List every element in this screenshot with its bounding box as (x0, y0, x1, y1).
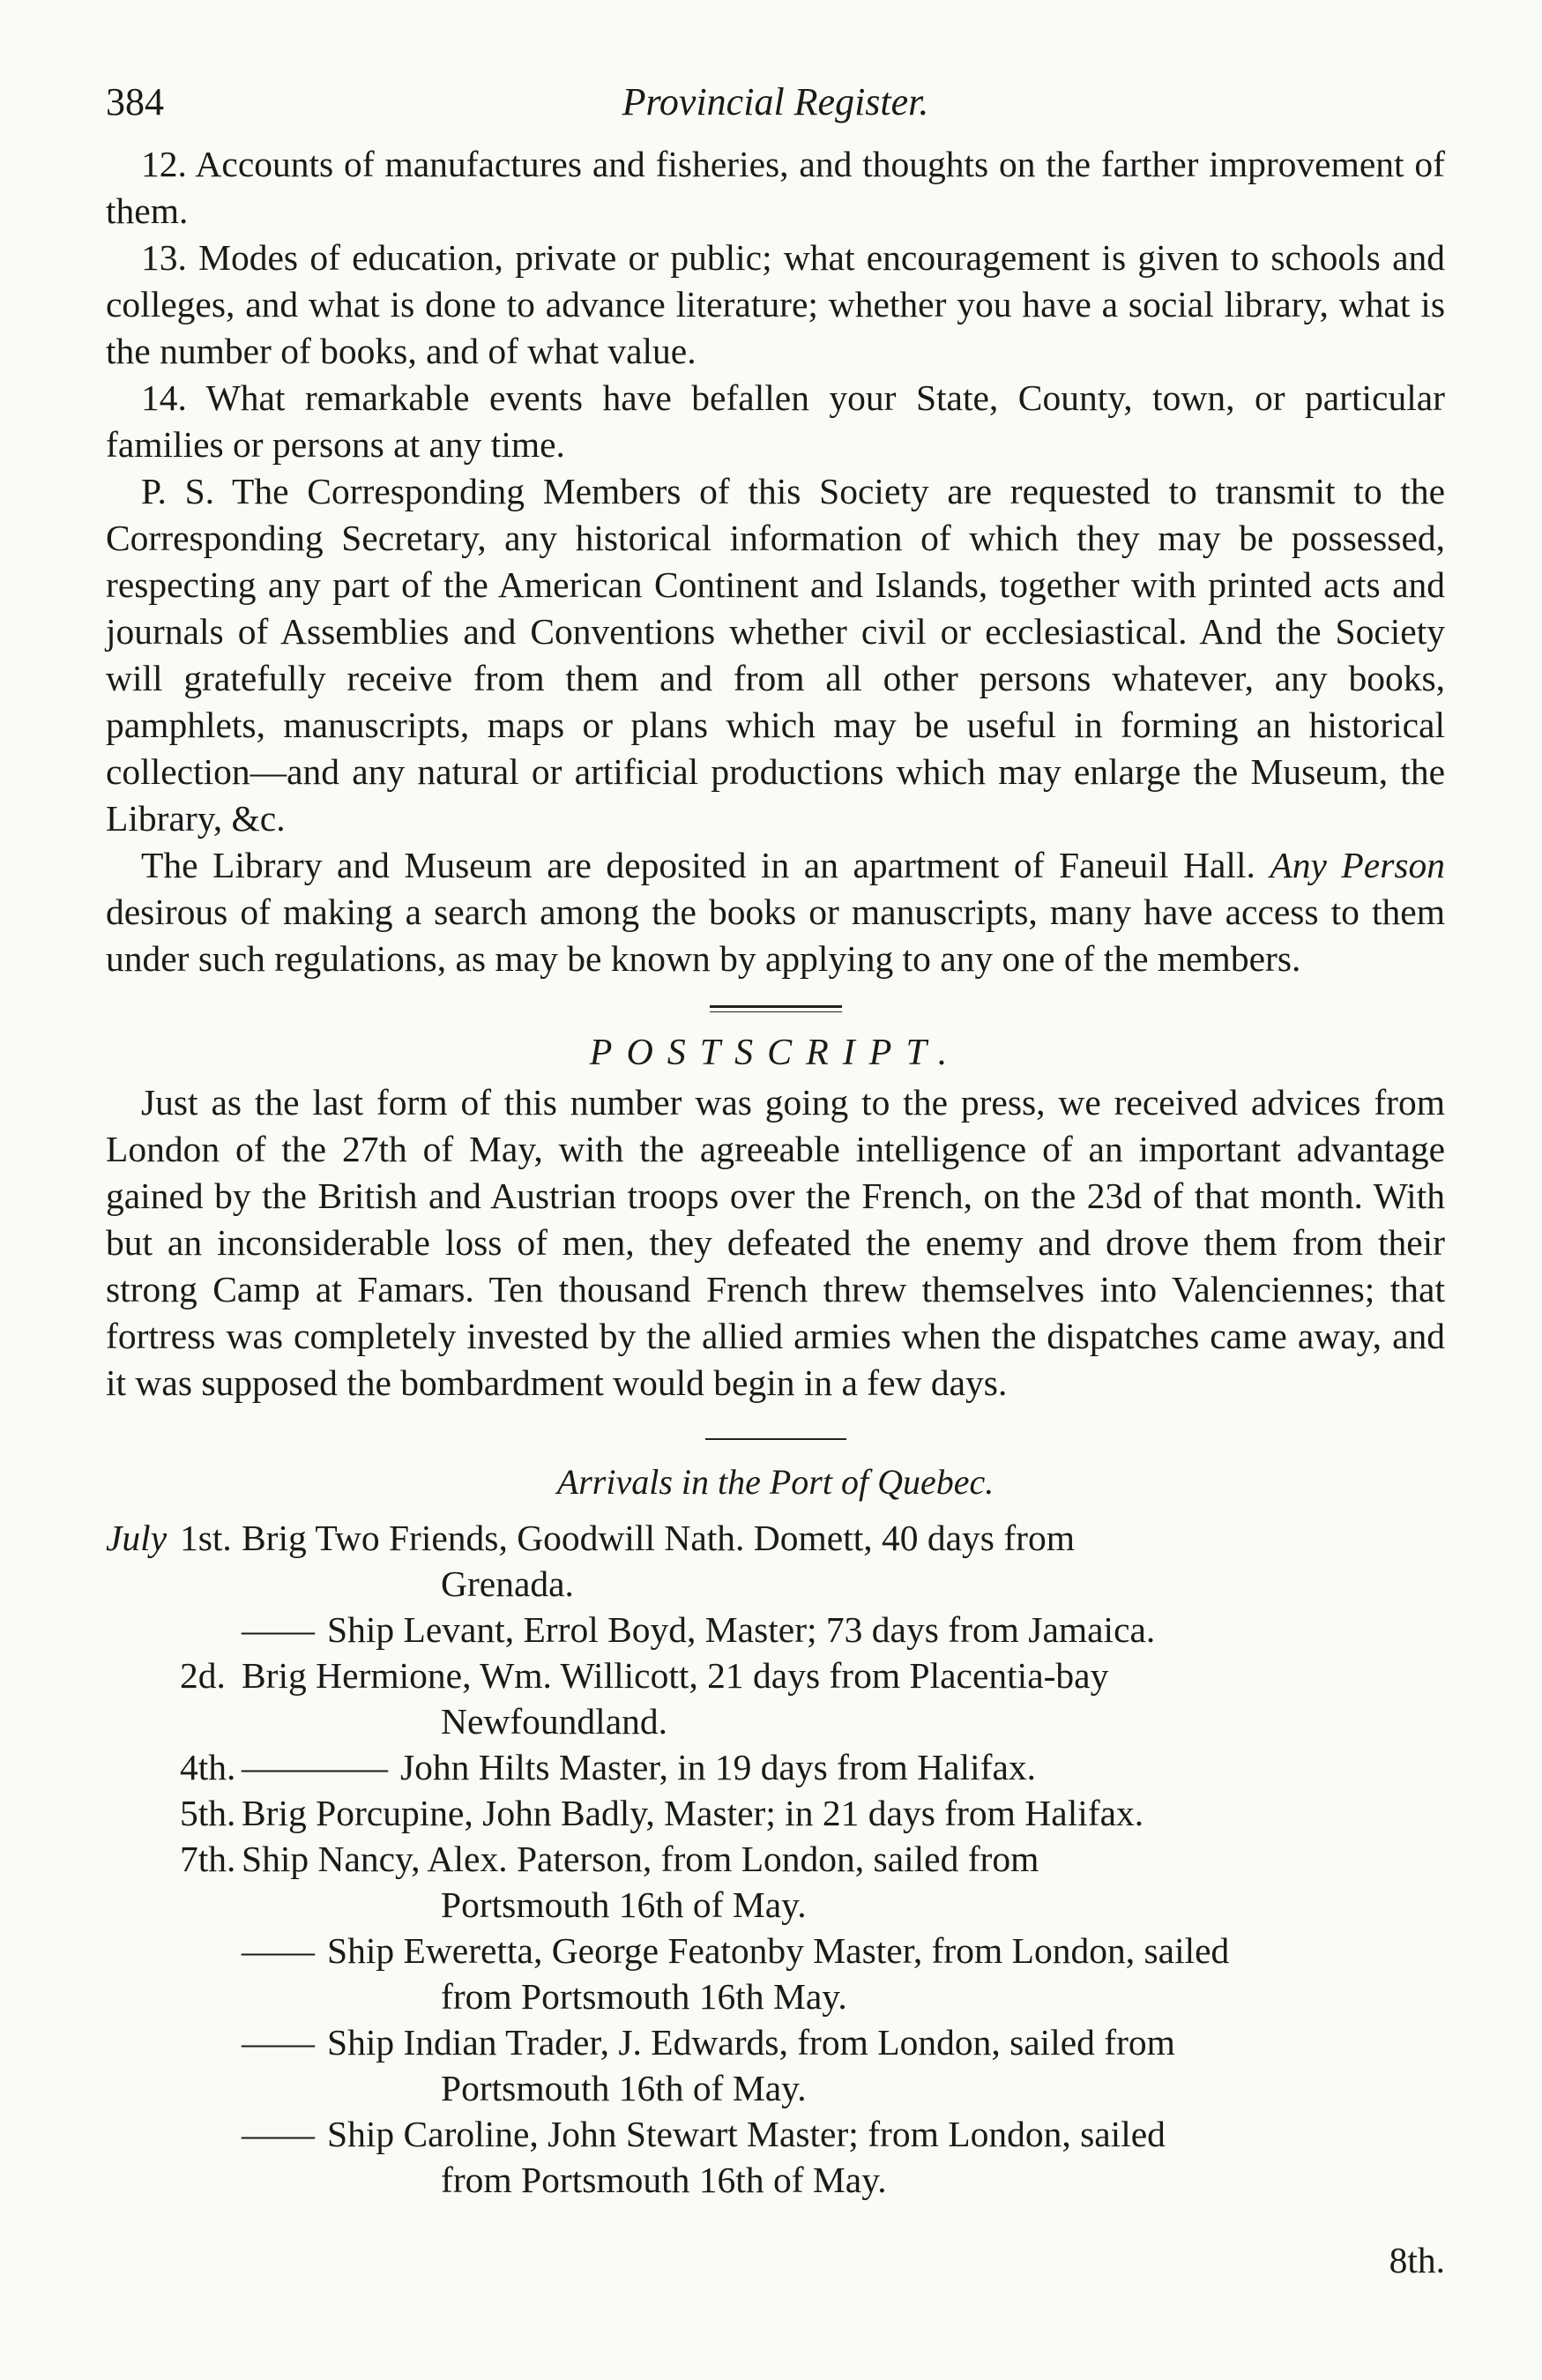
arrivals-divider (705, 1438, 846, 1440)
running-title: Provincial Register. (622, 80, 929, 123)
arrival-row (106, 1790, 1445, 1836)
arrival-row (106, 2111, 1445, 2157)
arrival-date: 7th. (180, 1839, 236, 1879)
ps-paragraph: P. S. The Corresponding Members of this Society are requested to transmit to the Corresponding Secretary, any historical information of which they may be possessed, respecting any part of the American Continent and Islands, together with printed acts and journals of Assemblies and Conventions whether civil or ecclesiastical. And the Society will gratefully receive from them and from all other persons whatever, any books, pamphlets, manuscripts, maps or plans which may be useful in forming an historical collection—and any natural or artificial productions which may enlarge the Museum, the Library, &c. (106, 471, 1445, 839)
page-number: 384 (106, 80, 164, 123)
arrival-text: Ship Indian Trader, J. Edwards, from London, sailed from (327, 2022, 1175, 2063)
postscript-text: Just as the last form of this number was going to the press, we received advices from London of the 27th of May, with the agreeable intelligence of an important advantage gained by the British and Austrian troops over the French, on the 23d of that month. With but an inconsiderable loss of men, they defeated the enemy and drove them from their strong Camp at Famars. Ten thousand French threw themselves into Valenciennes; that fortress was completely invested by the allied armies when the dispatches came away, and it was supposed the bombardment would begin in a few days. (106, 1082, 1445, 1403)
arrival-continuation: Newfoundland. (441, 1701, 668, 1742)
arrival-text: Ship Ewerettа, George Featonby Master, from London, sailed (327, 1930, 1230, 1971)
arrivals-heading: Arrivals in the Port of Quebec. (556, 1462, 994, 1502)
arrival-dash: —— (242, 1930, 315, 1971)
arrival-date: 4th. (180, 1747, 236, 1787)
query-item-12: 12. Accounts of manufactures and fisheries, and thoughts on the farther improvement of them. (106, 144, 1445, 231)
arrival-date: 2d. (180, 1655, 226, 1696)
arrival-continuation: from Portsmouth 16th May. (441, 1976, 847, 2017)
arrival-continuation: Grenada. (441, 1563, 574, 1604)
arrival-continuation: Portsmouth 16th of May. (441, 2068, 807, 2108)
arrival-row (106, 1928, 1445, 1973)
arrival-continuation: from Portsmouth 16th of May. (441, 2160, 887, 2200)
arrival-date: 1st. (180, 1518, 232, 1558)
catchword: 8th. (1389, 2240, 1445, 2280)
arrival-text: Ship Nancy, Alex. Paterson, from London, sailed from (242, 1839, 1039, 1879)
running-head (106, 79, 1445, 141)
arrival-dash: ———— (242, 1747, 388, 1787)
arrivals-list (106, 1515, 1445, 2203)
arrival-dash: —— (242, 2114, 315, 2154)
arrival-text: John Hilts Master, in 19 days from Halifax. (400, 1747, 1037, 1787)
arrival-continuation: Portsmouth 16th of May. (441, 1884, 807, 1925)
arrival-text: Ship Caroline, John Stewart Master; from London, sailed (327, 2114, 1166, 2154)
arrival-row (106, 1607, 1445, 1653)
arrival-row (106, 1744, 1445, 1790)
arrival-text: Ship Levant, Errol Boyd, Master; 73 days from Jamaica. (327, 1609, 1156, 1650)
library-rest: desirous of making a search among the books or manuscripts, many have access to them under such regulations, as may be known by applying to any one of the members. (106, 892, 1445, 979)
arrival-row (106, 1653, 1445, 1698)
arrival-text: Brig Two Friends, Goodwill Nath. Domett, 40 days from (242, 1518, 1075, 1558)
postscript-heading: POSTSCRIPT. (589, 1033, 962, 1073)
arrival-date: 5th. (180, 1793, 236, 1833)
arrival-dash: —— (242, 2022, 315, 2063)
library-paragraph (106, 842, 1445, 982)
arrival-row (106, 1515, 1445, 1561)
arrival-text: Brig Porcupine, John Badly, Master; in 21 days from Halifax. (242, 1793, 1144, 1833)
library-italic: Any Person (1270, 845, 1446, 885)
arrival-text: Brig Hermione, Wm. Willicott, 21 days from Placentia-bay (242, 1655, 1109, 1696)
arrival-dash: —— (242, 1609, 315, 1650)
section-divider (710, 1005, 842, 1012)
queries-section (106, 141, 1445, 982)
library-lead: The Library and Museum are deposited in an apartment of Faneuil Hall. (141, 845, 1255, 885)
query-item-14: 14. What remarkable events have befallen your State, County, town, or particular families or persons at any time. (106, 377, 1445, 465)
query-item-13: 13. Modes of education, private or public; what encouragement is given to schools and colleges, and what is done to advance literature; whether you have a social library, what is the number of books, and of what value. (106, 237, 1445, 371)
arrival-row (106, 1836, 1445, 1882)
arrival-row (106, 2019, 1445, 2065)
arrival-month: July (106, 1518, 168, 1558)
